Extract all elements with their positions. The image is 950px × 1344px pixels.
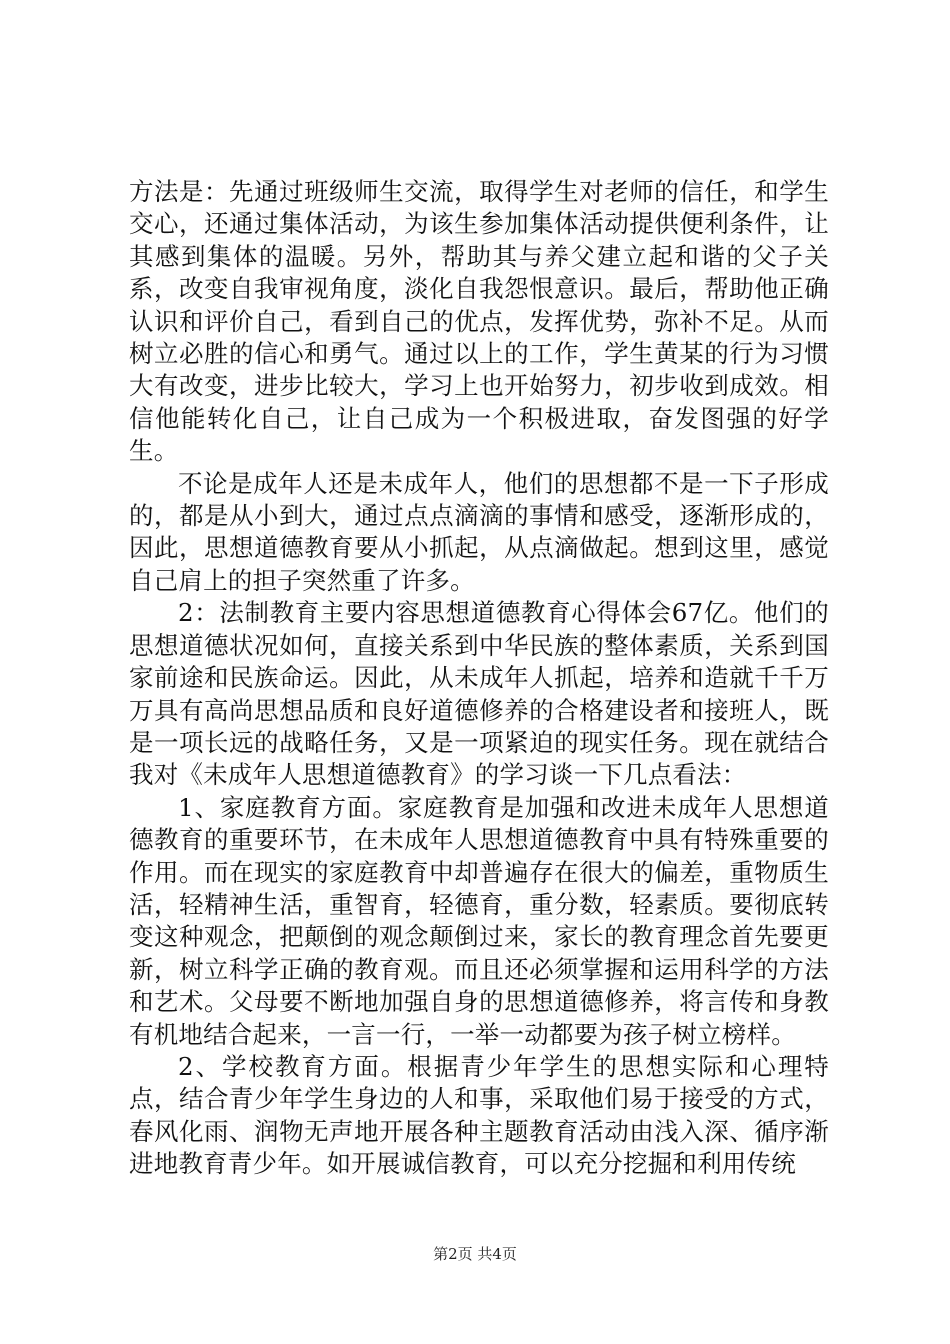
page-footer: 第2页 共4页 <box>433 1245 517 1263</box>
paragraph-continuation: 方法是：先通过班级师生交流，取得学生对老师的信任，和学生交心，还通过集体活动，为该生参加集体活动提供便利条件，让其感到集体的温暖。另外，帮助其与养父建立起和谐的父子关系，改变自我审视角度，淡化自我怨恨意识。最后，帮助他正确认识和评价自己，看到自己的优点，发挥优势，弥补不足。从而树立必胜的信心和勇气。通过以上的工作，学生黄某的行为习惯大有改变，进步比较大，学习上也开始努力，初步收到成效。相信他能转化自己，让自己成为一个积极进取，奋发图强的好学生。 <box>129 177 829 466</box>
paragraph-school-education: 2、学校教育方面。根据青少年学生的思想实际和心理特点，结合青少年学生身边的人和事，采取他们易于接受的方式，春风化雨、润物无声地开展各种主题教育活动由浅入深、循序渐进地教育青少年。如开展诚信教育，可以充分挖掘和利用传统 <box>129 1051 829 1179</box>
paragraph-family-education: 1、家庭教育方面。家庭教育是加强和改进未成年人思想道德教育的重要环节，在未成年人思想道德教育中具有特殊重要的作用。而在现实的家庭教育中却普遍存在很大的偏差，重物质生活，轻精神生活，重智育，轻德育，重分数，轻素质。要彻底转变这种观念，把颠倒的观念颠倒过来，家长的教育理念首先要更新，树立科学正确的教育观。而且还必须掌握和运用科学的方法和艺术。父母要不断地加强自身的思想道德修养，将言传和身教有机地结合起来，一言一行，一举一动都要为孩子树立榜样。 <box>129 792 829 1049</box>
document-body <box>129 176 829 1181</box>
paragraph-reflection: 不论是成年人还是未成年人，他们的思想都不是一下子形成的，都是从小到大，通过点点滴滴的事情和感受，逐渐形成的，因此，思想道德教育要从小抓起，从点滴做起。想到这里，感觉自己肩上的担子突然重了许多。 <box>129 468 829 595</box>
paragraph-section-2: 2：法制教育主要内容思想道德教育心得体会67亿。他们的思想道德状况如何，直接关系到中华民族的整体素质，关系到国家前途和民族命运。因此，从未成年人抓起，培养和造就千千万万具有高尚思想品质和良好道德修养的合格建设者和接班人，既是一项长远的战略任务，又是一项紧迫的现实任务。现在就结合我对《未成年人思想道德教育》的学习谈一下几点看法： <box>129 598 829 790</box>
